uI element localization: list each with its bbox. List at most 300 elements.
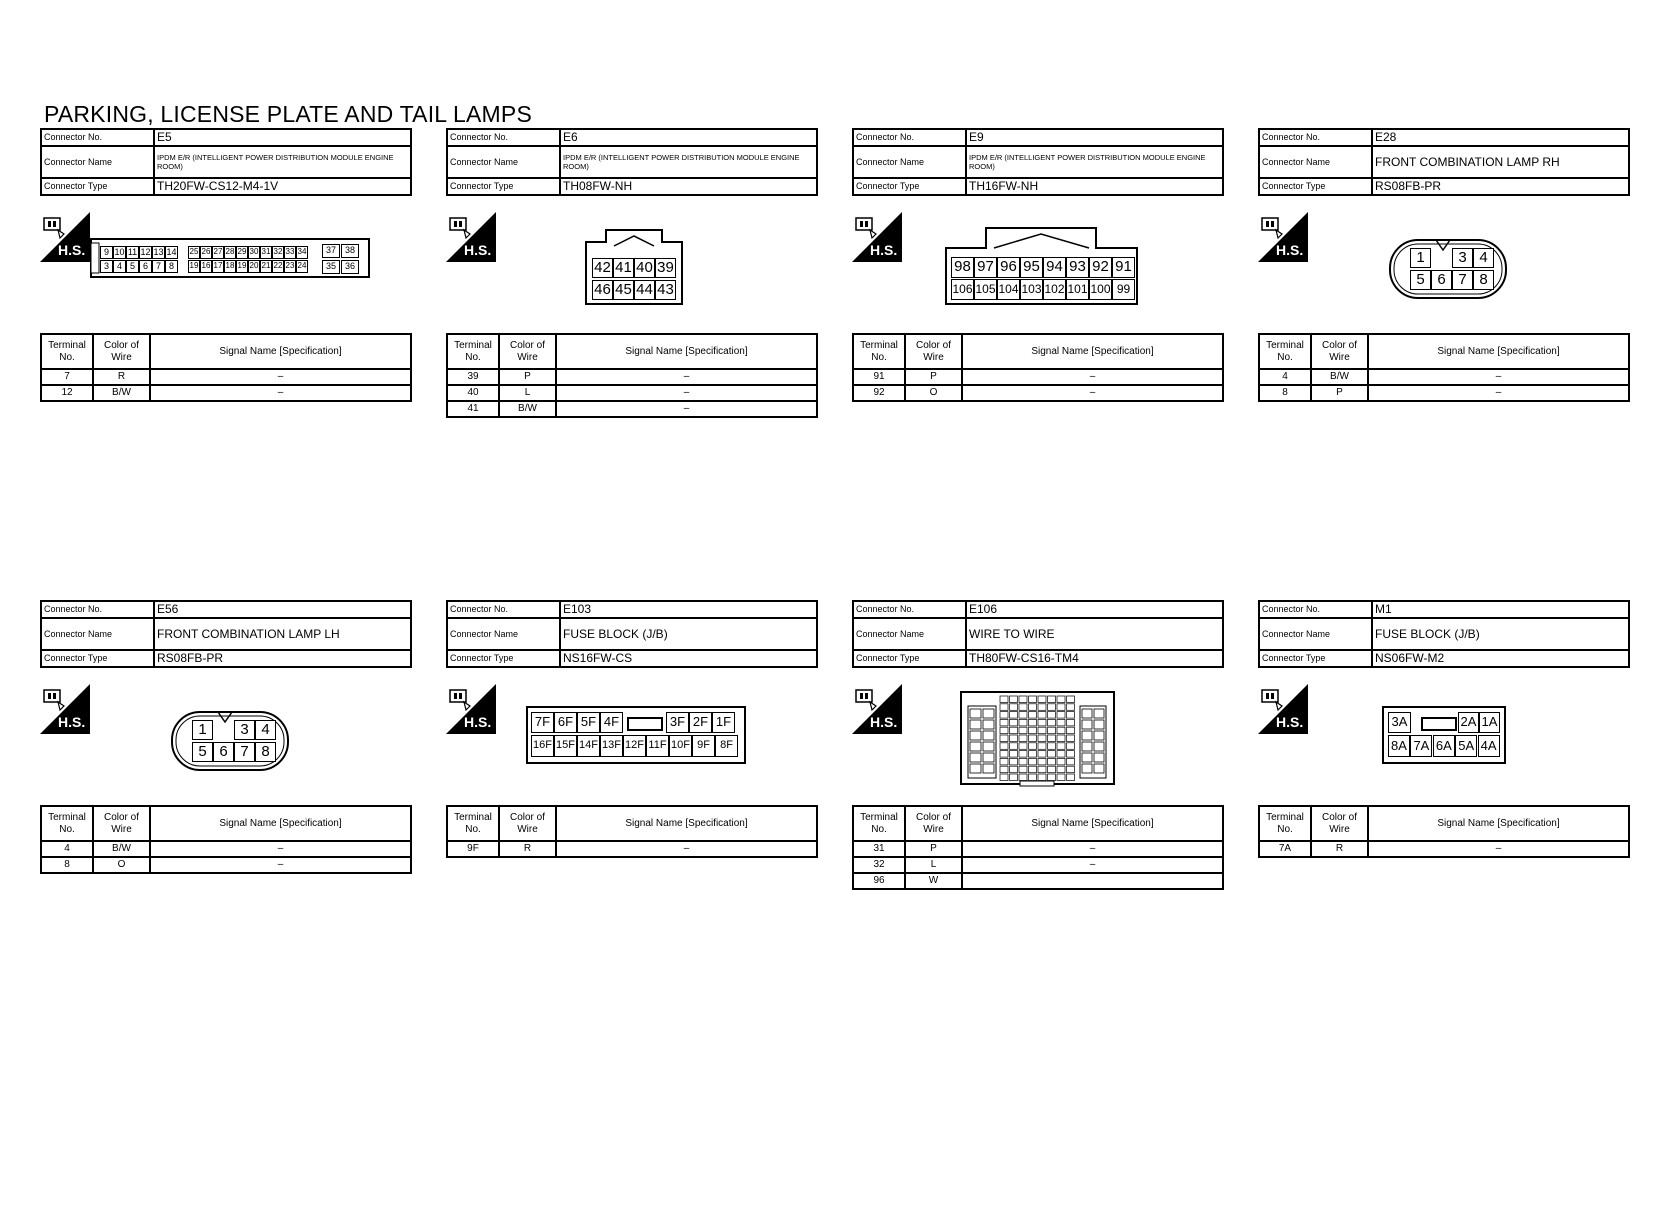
- terminal-signal: –: [962, 857, 1223, 873]
- hs-icon: [1258, 212, 1308, 262]
- connector-pin: 33: [284, 246, 296, 259]
- connector-pin: 4F: [600, 712, 623, 733]
- connector-card-e5: [40, 128, 412, 428]
- connector-type-label: Connector Type: [41, 178, 154, 195]
- signal-name-header: Signal Name [Specification]: [150, 334, 411, 369]
- connector-type-row: [1259, 178, 1629, 195]
- connector-pin: 6: [1431, 270, 1452, 290]
- color-of-wire-header: Color of Wire: [499, 806, 556, 841]
- terminal-table-header: [41, 806, 411, 841]
- connector-pin: 94: [1043, 257, 1066, 278]
- connector-pin: 43: [655, 280, 676, 300]
- connector-pin: 105: [974, 279, 997, 300]
- connector-card-e28: [1258, 128, 1630, 428]
- color-of-wire-header: Color of Wire: [905, 806, 962, 841]
- connector-pin: 9F: [692, 735, 715, 757]
- connector-pin: 6F: [554, 712, 577, 733]
- connector-pin: 14: [166, 247, 177, 257]
- connector-pin: 8: [165, 260, 178, 273]
- terminal-no: 7A: [1259, 841, 1311, 857]
- terminal-color: O: [905, 385, 962, 401]
- connector-pin: 19: [188, 260, 200, 273]
- hs-icon: [446, 212, 496, 262]
- connector-info-table: [40, 128, 412, 196]
- connector-pin: 6: [139, 260, 152, 273]
- connector-pin: 3: [234, 720, 255, 740]
- hs-icon: [852, 212, 902, 262]
- connector-pin: 1F: [712, 712, 735, 733]
- connector-no-value: E6: [560, 129, 817, 146]
- table-row: [41, 385, 411, 401]
- connector-info-table: [446, 600, 818, 668]
- connector-pin: 4: [255, 720, 276, 740]
- table-row: [853, 873, 1223, 889]
- hs-label: H.S.: [870, 242, 898, 258]
- connector-pin: 4: [1473, 248, 1494, 268]
- connector-name-value: IPDM E/R (INTELLIGENT POWER DISTRIBUTION MODULE ENGINE ROOM): [966, 146, 1223, 178]
- table-row: [447, 385, 817, 401]
- terminal-no: 31: [853, 841, 905, 857]
- connector-pin: 18: [224, 260, 236, 273]
- connector-pin: 9: [100, 246, 113, 259]
- connector-no-row: [41, 129, 411, 146]
- terminal-table: [446, 805, 818, 858]
- connector-type-label: Connector Type: [1259, 650, 1372, 667]
- connector-pin: 24: [296, 260, 308, 273]
- connector-name-label: Connector Name: [41, 146, 154, 178]
- connector-pin: 2A: [1458, 712, 1479, 733]
- hs-label: H.S.: [1276, 242, 1304, 258]
- connector-name-label: Connector Name: [853, 146, 966, 178]
- connector-pin: 6A: [1433, 735, 1455, 757]
- connector-name-label: Connector Name: [1259, 618, 1372, 650]
- color-of-wire-header: Color of Wire: [93, 334, 150, 369]
- connector-pin: 32: [272, 246, 284, 259]
- connector-face-diagram: [1388, 232, 1508, 302]
- connector-name-value: FRONT COMBINATION LAMP LH: [154, 618, 411, 650]
- hs-icon: [852, 684, 902, 734]
- connector-type-row: [853, 650, 1223, 667]
- table-row: [853, 385, 1223, 401]
- connector-info-table: [852, 128, 1224, 196]
- connector-no-label: Connector No.: [1259, 129, 1372, 146]
- table-row: [853, 857, 1223, 873]
- terminal-no-header: Terminal No.: [1259, 806, 1311, 841]
- terminal-signal: –: [556, 385, 817, 401]
- connector-pin: 5: [1410, 270, 1431, 290]
- terminal-no: 9F: [447, 841, 499, 857]
- connector-type-row: [447, 178, 817, 195]
- connector-name-row: [853, 146, 1223, 178]
- connector-no-label: Connector No.: [41, 601, 154, 618]
- connector-pin: 98: [951, 257, 974, 278]
- connector-pin: 35: [322, 260, 340, 274]
- terminal-no: 39: [447, 369, 499, 385]
- terminal-no-header: Terminal No.: [447, 334, 499, 369]
- hs-icon: [1258, 684, 1308, 734]
- connector-face-diagram: [584, 228, 684, 306]
- connector-pin: 4: [113, 260, 126, 273]
- connector-pin: 39: [655, 258, 676, 278]
- connector-no-label: Connector No.: [853, 129, 966, 146]
- connector-type-label: Connector Type: [447, 178, 560, 195]
- connector-card-m1: [1258, 600, 1630, 900]
- terminal-table-header: [1259, 334, 1629, 369]
- table-row: [1259, 369, 1629, 385]
- terminal-table-header: [1259, 806, 1629, 841]
- connector-face-diagram: [526, 706, 746, 764]
- connector-info-table: [1258, 128, 1630, 196]
- terminal-no-header: Terminal No.: [853, 334, 905, 369]
- connector-no-label: Connector No.: [853, 601, 966, 618]
- table-row: [41, 369, 411, 385]
- hs-icon: [40, 212, 90, 262]
- connector-pin: 91: [1112, 257, 1135, 278]
- terminal-no: 4: [41, 841, 93, 857]
- color-of-wire-header: Color of Wire: [905, 334, 962, 369]
- connector-pin: 100: [1089, 279, 1112, 300]
- terminal-no: 7: [41, 369, 93, 385]
- connector-name-value: IPDM E/R (INTELLIGENT POWER DISTRIBUTION MODULE ENGINE ROOM): [154, 146, 411, 178]
- connector-pin: 13F: [600, 735, 623, 757]
- terminal-no: 41: [447, 401, 499, 417]
- hs-label: H.S.: [58, 242, 86, 258]
- terminal-table-header: [447, 806, 817, 841]
- terminal-table: [446, 333, 818, 418]
- connector-face-diagram: [170, 704, 290, 774]
- terminal-table-header: [853, 334, 1223, 369]
- connector-pin: 45: [613, 280, 634, 300]
- connector-pin: 5: [192, 742, 213, 762]
- table-row: [853, 369, 1223, 385]
- connector-name-row: [447, 618, 817, 650]
- table-row: [41, 841, 411, 857]
- terminal-table: [1258, 805, 1630, 858]
- signal-name-header: Signal Name [Specification]: [150, 806, 411, 841]
- connector-name-label: Connector Name: [41, 618, 154, 650]
- table-row: [41, 857, 411, 873]
- terminal-table: [852, 805, 1224, 890]
- terminal-no: 8: [41, 857, 93, 873]
- terminal-no-header: Terminal No.: [447, 806, 499, 841]
- connector-name-label: Connector Name: [853, 618, 966, 650]
- terminal-no: 40: [447, 385, 499, 401]
- connector-pin: 7A: [1410, 735, 1432, 757]
- connector-pin: 25: [188, 246, 200, 259]
- connector-info-table: [40, 600, 412, 668]
- terminal-signal: –: [1368, 369, 1629, 385]
- terminal-color: W: [905, 873, 962, 889]
- terminal-signal: [962, 873, 1223, 889]
- terminal-color: B/W: [1311, 369, 1368, 385]
- connector-pin: 12: [140, 247, 151, 257]
- terminal-signal: –: [556, 841, 817, 857]
- connector-pin: 7F: [531, 712, 554, 733]
- terminal-color: L: [499, 385, 556, 401]
- connector-card-e9: [852, 128, 1224, 428]
- terminal-table-header: [853, 806, 1223, 841]
- connector-pin: 1: [1410, 248, 1431, 268]
- terminal-color: L: [905, 857, 962, 873]
- connector-type-value: RS08FB-PR: [154, 650, 411, 667]
- connector-name-value: IPDM E/R (INTELLIGENT POWER DISTRIBUTION MODULE ENGINE ROOM): [560, 146, 817, 178]
- connector-name-row: [853, 618, 1223, 650]
- connector-pin: 104: [997, 279, 1020, 300]
- connector-info-table: [446, 128, 818, 196]
- connector-no-row: [447, 129, 817, 146]
- connector-pin: 42: [592, 258, 613, 278]
- terminal-no: 92: [853, 385, 905, 401]
- terminal-signal: –: [556, 401, 817, 417]
- connector-pin: 10F: [669, 735, 692, 757]
- terminal-color: P: [905, 369, 962, 385]
- connector-info-table: [852, 600, 1224, 668]
- signal-name-header: Signal Name [Specification]: [556, 806, 817, 841]
- connector-pin: 34: [296, 246, 308, 259]
- connector-info-table: [1258, 600, 1630, 668]
- terminal-no: 8: [1259, 385, 1311, 401]
- connector-pin: 5: [126, 260, 139, 273]
- connector-name-row: [1259, 146, 1629, 178]
- connector-no-value: E5: [154, 129, 411, 146]
- connector-no-value: M1: [1372, 601, 1629, 618]
- connector-no-label: Connector No.: [41, 129, 154, 146]
- terminal-color: R: [93, 369, 150, 385]
- connector-no-label: Connector No.: [447, 601, 560, 618]
- connector-pin: 21: [260, 260, 272, 273]
- table-row: [853, 841, 1223, 857]
- connector-pin: 101: [1066, 279, 1089, 300]
- connector-no-row: [1259, 129, 1629, 146]
- connector-no-value: E56: [154, 601, 411, 618]
- connector-pin: 22: [272, 260, 284, 273]
- connector-pin: 29: [236, 246, 248, 259]
- connector-pin: 1: [192, 720, 213, 740]
- connector-pin: 15F: [554, 735, 577, 757]
- connector-type-label: Connector Type: [853, 650, 966, 667]
- color-of-wire-header: Color of Wire: [499, 334, 556, 369]
- terminal-no-header: Terminal No.: [41, 334, 93, 369]
- terminal-table-header: [447, 334, 817, 369]
- connector-card-e106: [852, 600, 1224, 900]
- connector-type-row: [41, 178, 411, 195]
- hs-icon: [446, 684, 496, 734]
- connector-no-value: E28: [1372, 129, 1629, 146]
- connector-name-row: [1259, 618, 1629, 650]
- signal-name-header: Signal Name [Specification]: [962, 334, 1223, 369]
- hs-label: H.S.: [870, 714, 898, 730]
- connector-card-e6: [446, 128, 818, 428]
- table-row: [447, 369, 817, 385]
- terminal-table: [852, 333, 1224, 402]
- connector-type-value: RS08FB-PR: [1372, 178, 1629, 195]
- table-row: [1259, 841, 1629, 857]
- connector-pin: 14F: [577, 735, 600, 757]
- connector-pin: 5A: [1455, 735, 1477, 757]
- signal-name-header: Signal Name [Specification]: [962, 806, 1223, 841]
- connector-type-label: Connector Type: [41, 650, 154, 667]
- connector-type-row: [1259, 650, 1629, 667]
- connector-name-label: Connector Name: [447, 618, 560, 650]
- terminal-no-header: Terminal No.: [1259, 334, 1311, 369]
- connector-pin: 41: [613, 258, 634, 278]
- terminal-color: P: [499, 369, 556, 385]
- connector-pin: 8F: [715, 735, 738, 757]
- connector-name-row: [41, 146, 411, 178]
- connector-face-diagram: [1382, 706, 1506, 764]
- terminal-no: 4: [1259, 369, 1311, 385]
- connector-pin: 99: [1112, 279, 1135, 300]
- connector-pin: 13: [153, 247, 164, 257]
- connector-no-row: [853, 129, 1223, 146]
- connector-card-e56: [40, 600, 412, 900]
- terminal-table-header: [41, 334, 411, 369]
- terminal-color: B/W: [93, 841, 150, 857]
- connector-pin: 12F: [623, 735, 646, 757]
- connector-pin: 30: [248, 246, 260, 259]
- terminal-signal: –: [962, 369, 1223, 385]
- connector-pin: 37: [322, 244, 340, 258]
- connector-type-row: [447, 650, 817, 667]
- connector-pin: 3A: [1388, 712, 1411, 733]
- terminal-table: [40, 333, 412, 402]
- connector-pin: 16: [200, 260, 212, 273]
- connector-name-value: FUSE BLOCK (J/B): [560, 618, 817, 650]
- connector-pin: 95: [1020, 257, 1043, 278]
- signal-name-header: Signal Name [Specification]: [556, 334, 817, 369]
- terminal-table: [1258, 333, 1630, 402]
- terminal-no: 32: [853, 857, 905, 873]
- signal-name-header: Signal Name [Specification]: [1368, 334, 1629, 369]
- connector-card-e103: [446, 600, 818, 900]
- terminal-no-header: Terminal No.: [41, 806, 93, 841]
- connector-pin: 8: [1473, 270, 1494, 290]
- terminal-signal: –: [556, 369, 817, 385]
- connector-pin: 31: [260, 246, 272, 259]
- connector-no-row: [447, 601, 817, 618]
- connector-pin: 10: [114, 247, 125, 257]
- terminal-signal: –: [962, 841, 1223, 857]
- connector-pin: 8A: [1388, 735, 1410, 757]
- page-title: PARKING, LICENSE PLATE AND TAIL LAMPS: [44, 101, 532, 127]
- connector-pin: 8: [255, 742, 276, 762]
- hs-label: H.S.: [464, 242, 492, 258]
- table-row: [447, 841, 817, 857]
- terminal-color: P: [1311, 385, 1368, 401]
- connector-name-value: WIRE TO WIRE: [966, 618, 1223, 650]
- connector-pin: 3: [1452, 248, 1473, 268]
- connector-pin: 103: [1020, 279, 1043, 300]
- terminal-signal: –: [962, 385, 1223, 401]
- hs-icon: [40, 684, 90, 734]
- terminal-no: 91: [853, 369, 905, 385]
- terminal-table: [40, 805, 412, 874]
- connector-no-value: E9: [966, 129, 1223, 146]
- connector-pin: 26: [200, 246, 212, 259]
- terminal-color: R: [1311, 841, 1368, 857]
- connector-no-label: Connector No.: [447, 129, 560, 146]
- terminal-signal: –: [1368, 385, 1629, 401]
- connector-pin: 23: [284, 260, 296, 273]
- terminal-color: P: [905, 841, 962, 857]
- table-row: [1259, 385, 1629, 401]
- connector-face-diagram: [960, 688, 1115, 788]
- connector-type-value: TH16FW-NH: [966, 178, 1223, 195]
- connector-type-row: [853, 178, 1223, 195]
- terminal-signal: –: [150, 857, 411, 873]
- connector-pin: 3F: [666, 712, 689, 733]
- connector-name-row: [447, 146, 817, 178]
- connector-type-label: Connector Type: [853, 178, 966, 195]
- terminal-signal: –: [150, 369, 411, 385]
- connector-pin: 46: [592, 280, 613, 300]
- connector-pin: 102: [1043, 279, 1066, 300]
- connector-pin: 3: [100, 260, 113, 273]
- connector-type-value: NS06FW-M2: [1372, 650, 1629, 667]
- terminal-no-header: Terminal No.: [853, 806, 905, 841]
- connector-type-row: [41, 650, 411, 667]
- connector-face-diagram: [944, 226, 1139, 306]
- connector-no-row: [853, 601, 1223, 618]
- connector-no-value: E106: [966, 601, 1223, 618]
- connector-pin: 28: [224, 246, 236, 259]
- color-of-wire-header: Color of Wire: [1311, 806, 1368, 841]
- terminal-color: B/W: [93, 385, 150, 401]
- hs-label: H.S.: [58, 714, 86, 730]
- connector-name-label: Connector Name: [1259, 146, 1372, 178]
- table-row: [447, 401, 817, 417]
- connector-pin: 11: [127, 247, 138, 257]
- connector-type-value: TH08FW-NH: [560, 178, 817, 195]
- connector-pin: 27: [212, 246, 224, 259]
- connector-pin: 97: [974, 257, 997, 278]
- hs-label: H.S.: [464, 714, 492, 730]
- connector-pin: 92: [1089, 257, 1112, 278]
- connector-pin: 38: [341, 244, 359, 258]
- connector-pin: 5F: [577, 712, 600, 733]
- terminal-signal: –: [1368, 841, 1629, 857]
- connector-type-label: Connector Type: [1259, 178, 1372, 195]
- hs-label: H.S.: [1276, 714, 1304, 730]
- connector-pin: 19: [236, 260, 248, 273]
- signal-name-header: Signal Name [Specification]: [1368, 806, 1629, 841]
- connector-pin: 7: [234, 742, 255, 762]
- connector-type-value: TH80FW-CS16-TM4: [966, 650, 1223, 667]
- connector-pin: 6: [213, 742, 234, 762]
- terminal-no: 96: [853, 873, 905, 889]
- terminal-color: O: [93, 857, 150, 873]
- terminal-color: R: [499, 841, 556, 857]
- connector-name-label: Connector Name: [447, 146, 560, 178]
- connector-type-value: NS16FW-CS: [560, 650, 817, 667]
- connector-name-row: [41, 618, 411, 650]
- connector-pin: 93: [1066, 257, 1089, 278]
- connector-pin: 1A: [1479, 712, 1500, 733]
- connector-no-row: [41, 601, 411, 618]
- connector-no-value: E103: [560, 601, 817, 618]
- connector-no-row: [1259, 601, 1629, 618]
- connector-pin: 17: [212, 260, 224, 273]
- terminal-signal: –: [150, 385, 411, 401]
- connector-pin: 96: [997, 257, 1020, 278]
- connector-type-value: TH20FW-CS12-M4-1V: [154, 178, 411, 195]
- color-of-wire-header: Color of Wire: [93, 806, 150, 841]
- connector-pin: 106: [951, 279, 974, 300]
- connector-name-value: FRONT COMBINATION LAMP RH: [1372, 146, 1629, 178]
- connector-pin: 20: [248, 260, 260, 273]
- connector-pin: 16F: [531, 735, 554, 757]
- connector-face-diagram: [90, 238, 370, 278]
